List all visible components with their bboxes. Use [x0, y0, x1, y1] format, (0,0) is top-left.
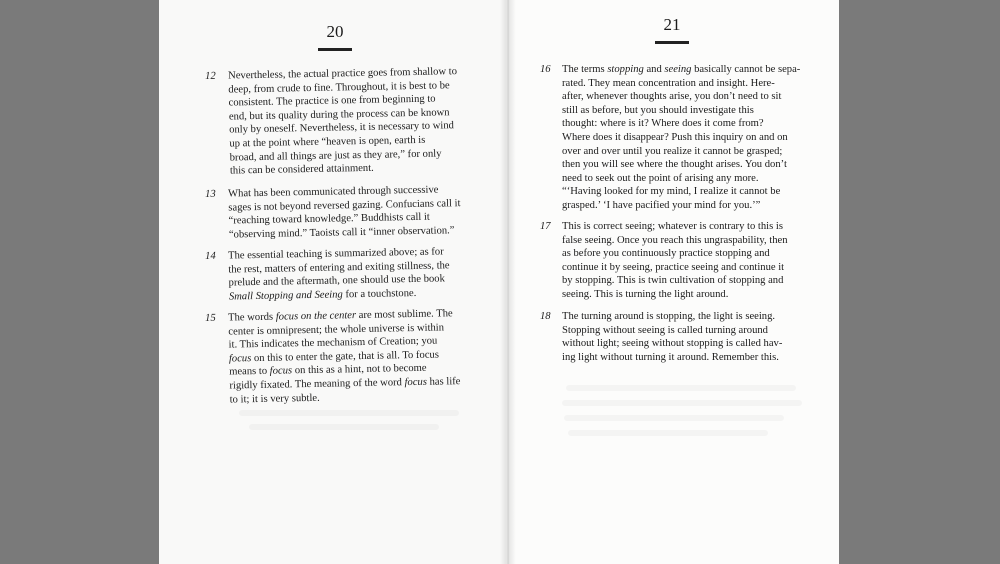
- text-line: Nevertheless, the actual practice goes from shallow to: [228, 66, 458, 82]
- text-line: grasped.’ ‘I have pacified your mind for you.’”: [562, 199, 761, 211]
- paragraph-text: [228, 306, 506, 407]
- paragraph-number: 16: [540, 64, 551, 75]
- page-number-rule: [318, 48, 352, 51]
- text-line: What has been communicated through successive: [228, 184, 439, 200]
- page-number-text: 20: [326, 22, 344, 41]
- left-page: [159, 0, 506, 564]
- bleed-through: [249, 424, 439, 430]
- bleed-through: [239, 410, 459, 416]
- text-line: Where does it disappear? Push this inquiry on and on: [562, 131, 788, 143]
- bleed-through: [568, 430, 768, 436]
- text-line: “reaching toward knowledge.” Buddhists call it: [228, 211, 430, 227]
- text-line: to it; it is very subtle.: [229, 392, 320, 406]
- paragraph-14: [205, 244, 505, 303]
- paragraph-number: 17: [540, 221, 551, 232]
- text-line: over and over until you realize it cannot be grasped;: [562, 145, 783, 157]
- text-line: up at the point where “heaven is open, earth is: [229, 134, 426, 150]
- text-line: broad, and all things are just as they are,” for only: [229, 148, 442, 164]
- text-line: as before you continuously practice stopping and: [562, 248, 770, 260]
- text-line: need to seek out the point of arising any more.: [562, 172, 759, 184]
- text-line: The essential teaching is summarized above; as for: [228, 246, 444, 262]
- text-line: deep, from crude to fine. Throughout, it is best to be: [228, 79, 450, 96]
- text-line: consistent. The practice is one from beginning to: [228, 93, 436, 109]
- text-line: then you will see where the thought arises. You don’t: [562, 159, 787, 171]
- paragraph-12: [205, 64, 505, 177]
- page-number: [642, 15, 702, 44]
- text-line: sages is not beyond reversed gazing. Confucians call it: [228, 197, 461, 214]
- text-line: “observing mind.” Taoists call it “inner observation.”: [228, 225, 455, 241]
- paragraph-number: 13: [205, 188, 216, 200]
- text-line: rated. They mean concentration and insight. Here-: [562, 77, 775, 89]
- text-line: it. This indicates the mechanism of Creation; you: [228, 335, 438, 351]
- text-line: continue it by seeing, practice seeing and continue it: [562, 261, 785, 273]
- paragraph-text: [228, 64, 506, 178]
- text-line: The terms stopping and seeing basically cannot be sepa-: [562, 64, 801, 75]
- text-line: still as before, but you should investigate this: [562, 104, 754, 116]
- text-line: false seeing. Once you reach this ungraspability, then: [562, 234, 788, 246]
- text-line: end, but its quality during the process can be known: [228, 107, 450, 123]
- paragraph-text: [228, 182, 506, 242]
- text-line: means to focus on this as a hint, not to become: [229, 363, 427, 378]
- text-line: after, whenever thoughts arise, you don’t need to sit: [562, 91, 782, 103]
- text-line: only by oneself. Nevertheless, it is necessary to wind: [229, 120, 455, 136]
- book-gutter: [500, 0, 516, 564]
- text-line: “‘Having looked for my mind, I realize it cannot be: [562, 186, 781, 198]
- bleed-through: [564, 415, 784, 421]
- text-line: this can be considered attainment.: [229, 162, 374, 177]
- paragraph-number: 18: [540, 311, 551, 322]
- text-line: prelude and the aftermath, one should use the book: [228, 273, 445, 289]
- text-line: The turning around is stopping, the light is seeing.: [562, 311, 776, 322]
- page-number: [305, 22, 365, 51]
- text-line: seeing. This is turning the light around.: [562, 288, 729, 300]
- paragraph-number: 15: [205, 312, 216, 324]
- paragraph-text: [562, 310, 839, 364]
- text-line: without light; seeing without stopping is called hav-: [562, 338, 783, 350]
- text-line: rigidly fixated. The meaning of the word focus has life: [229, 376, 461, 392]
- text-line: center is omnipresent; the whole universe is within: [228, 322, 445, 338]
- paragraph-text: [228, 244, 506, 304]
- text-line: Stopping without seeing is called turning around: [562, 324, 768, 336]
- paragraph-text: [562, 63, 839, 213]
- text-line: ing light without turning it around. Remember this.: [562, 351, 779, 363]
- text-line: thought: where is it? Where does it come from?: [562, 118, 764, 130]
- bleed-through: [562, 400, 802, 406]
- page-number-rule: [655, 41, 689, 44]
- text-line: This is correct seeing; whatever is contrary to this is: [562, 221, 783, 232]
- text-line: by stopping. This is twin cultivation of stopping and: [562, 275, 784, 287]
- page-number-text: 21: [663, 15, 681, 34]
- paragraph-number: 12: [205, 70, 216, 82]
- paragraph-13: [205, 182, 505, 241]
- paragraph-15: [205, 306, 505, 406]
- bleed-through: [566, 385, 796, 391]
- text-line: Small Stopping and Seeing for a touchstone.: [228, 287, 417, 303]
- text-line: The words focus on the center are most sublime. The: [228, 308, 453, 324]
- paragraph-number: 14: [205, 250, 216, 262]
- text-line: focus on this to enter the gate, that is all. To focus: [228, 349, 440, 365]
- right-page: [506, 0, 839, 564]
- text-line: the rest, matters of entering and exiting stillness, the: [228, 259, 450, 276]
- paragraph-text: [562, 220, 839, 302]
